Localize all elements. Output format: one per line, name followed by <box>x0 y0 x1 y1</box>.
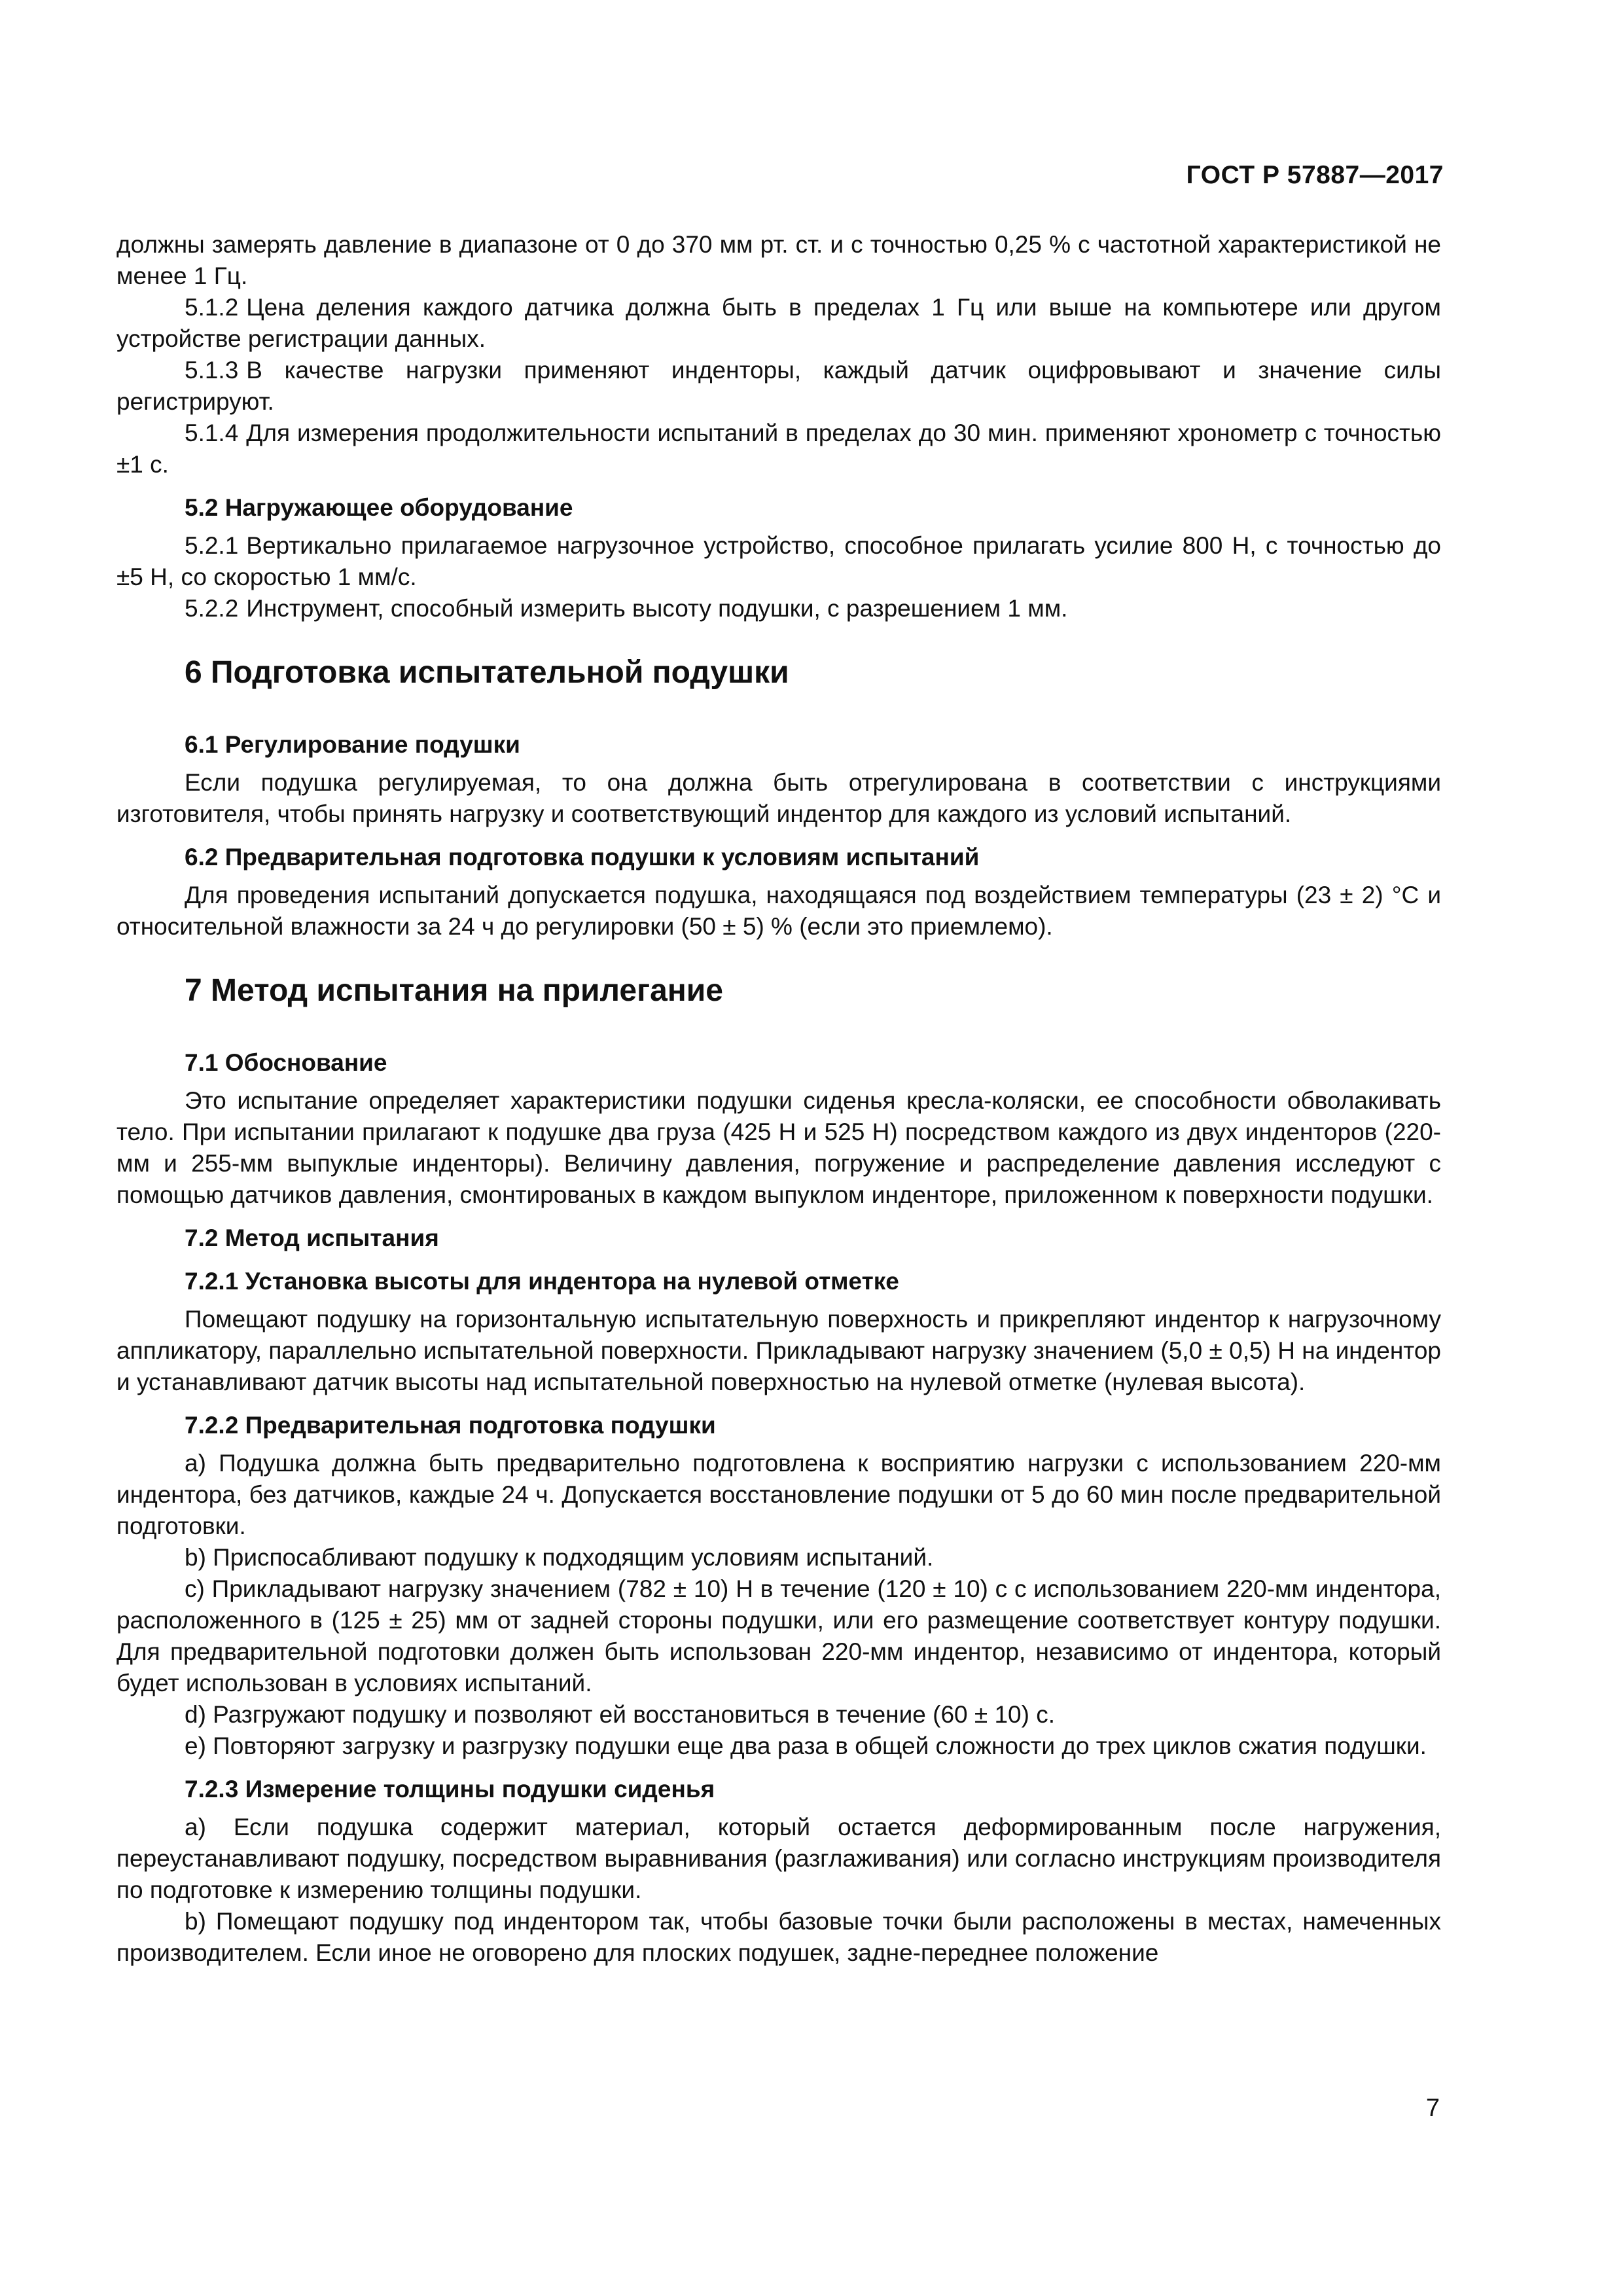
heading-7-2-1: 7.2.1 Установка высоты для индентора на нулевой отметке <box>185 1268 899 1295</box>
section-heading-7: 7 Метод испытания на прилегание <box>185 973 723 1008</box>
paragraph-5-1-4 <box>116 418 1441 480</box>
clause-text: В качестве нагрузки применяют инденторы, каждый датчик оцифровывают и значение силы регистрируют. <box>116 357 1441 415</box>
list-item-7-2-3-a: a) Если подушка содержит материал, который остается деформированным после нагружения, переустанавливают подушку, посредством выравнивания (разглаживания) или согласно инструкциям производителя по подготовке к измерению толщины подушки. <box>116 1814 1441 1903</box>
paragraph-7-2-1: Помещают подушку на горизонтальную испытательную поверхность и прикрепляют индентор к нагрузочному аппликатору, параллельно испытательной поверхности. Прикладывают нагрузку значением (5,0 ± 0,5) Н на индентор и устанавливают датчик высоты над испытательной поверхностью на нулевой отметке (нулевая высота). <box>116 1306 1441 1395</box>
page-number: 7 <box>1425 2094 1440 2122</box>
list-item-7-2-2-c: c) Прикладывают нагрузку значением (782 ± 10) Н в течение (120 ± 10) с с использованием 220-мм индентора, расположенного в (125 ± 25) мм от задней стороны подушки, или его размещение соответствует контуру подушки. Для предварительной подготовки должен быть использован 220-мм индентор, независимо от индентора, который будет использован в условиях испытаний. <box>116 1575 1441 1696</box>
section-heading-6: 6 Подготовка испытательной подушки <box>185 655 789 690</box>
paragraph-5-1-1-continued: должны замерять давление в диапазоне от 0 до 370 мм рт. ст. и с точностью 0,25 % с частотной характеристикой не менее 1 Гц. <box>116 231 1441 289</box>
clause-number: 5.1.2 <box>185 294 239 321</box>
heading-5-2: 5.2 Нагружающее оборудование <box>185 494 573 521</box>
clause-text: Цена деления каждого датчика должна быть в пределах 1 Гц или выше на компьютере или другом устройстве регистрации данных. <box>116 294 1441 352</box>
clause-text: Для измерения продолжительности испытаний в пределах до 30 мин. применяют хронометр с точностью ±1 с. <box>116 420 1441 478</box>
paragraph-6-2: Для проведения испытаний допускается подушка, находящаяся под воздействием температуры (23 ± 2) °C и относительной влажности за 24 ч до регулировки (50 ± 5) % (если это приемлемо). <box>116 882 1441 940</box>
heading-7-2-2: 7.2.2 Предварительная подготовка подушки <box>185 1412 716 1439</box>
clause-number: 5.1.4 <box>185 420 239 446</box>
paragraph-7-1: Это испытание определяет характеристики подушки сиденья кресла-коляски, ее способности обволакивать тело. При испытании прилагают к подушке два груза (425 Н и 525 Н) посредством каждого из двух инденторов (220-мм и 255-мм выпуклые инденторы). Величину давления, погружение и распределение давления исследуют с помощью датчиков давления, смонтированых в каждом выпуклом инденторе, приложенном к поверхности подушки. <box>116 1087 1441 1208</box>
list-item-7-2-2-d: d) Разгружают подушку и позволяют ей восстановиться в течение (60 ± 10) с. <box>185 1701 1056 1728</box>
heading-6-1: 6.1 Регулирование подушки <box>185 731 520 758</box>
document-code-header: ГОСТ Р 57887—2017 <box>1186 161 1444 189</box>
heading-7-2-3: 7.2.3 Измерение толщины подушки сиденья <box>185 1776 715 1803</box>
heading-7-1: 7.1 Обоснование <box>185 1049 387 1076</box>
heading-7-2: 7.2 Метод испытания <box>185 1225 439 1251</box>
paragraph-5-2-1 <box>116 530 1441 593</box>
clause-number: 5.2.2 <box>185 595 239 622</box>
list-item-7-2-2-b: b) Приспосабливают подушку к подходящим условиям испытаний. <box>185 1544 934 1571</box>
list-item-7-2-2-a: a) Подушка должна быть предварительно подготовлена к восприятию нагрузки с использованием 220-мм индентора, без датчиков, каждые 24 ч. Допускается восстановление подушки от 5 до 60 мин после предварительной подготовки. <box>116 1450 1441 1539</box>
clause-number: 5.2.1 <box>185 532 239 559</box>
paragraph-5-2-2 <box>116 593 1441 624</box>
list-item-7-2-3-b: b) Помещают подушку под индентором так, чтобы базовые точки были расположены в местах, намеченных производителем. Если иное не оговорено для плоских подушек, задне-переднее положение <box>116 1908 1441 1966</box>
paragraph-5-1-2 <box>116 292 1441 355</box>
clause-text: Вертикально прилагаемое нагрузочное устройство, способное прилагать усилие 800 Н, с точностью до ±5 Н, со скоростью 1 мм/с. <box>116 532 1441 590</box>
list-item-7-2-2-e: e) Повторяют загрузку и разгрузку подушки еще два раза в общей сложности до трех циклов сжатия подушки. <box>185 1732 1427 1759</box>
heading-6-2: 6.2 Предварительная подготовка подушки к условиям испытаний <box>185 844 980 870</box>
paragraph-6-1: Если подушка регулируемая, то она должна быть отрегулирована в соответствии с инструкциями изготовителя, чтобы принять нагрузку и соответствующий индентор для каждого из условий испытаний. <box>116 769 1441 827</box>
clause-number: 5.1.3 <box>185 357 239 384</box>
paragraph-5-1-3 <box>116 355 1441 418</box>
clause-text: Инструмент, способный измерить высоту подушки, с разрешением 1 мм. <box>246 595 1068 622</box>
document-body <box>116 229 1441 1969</box>
